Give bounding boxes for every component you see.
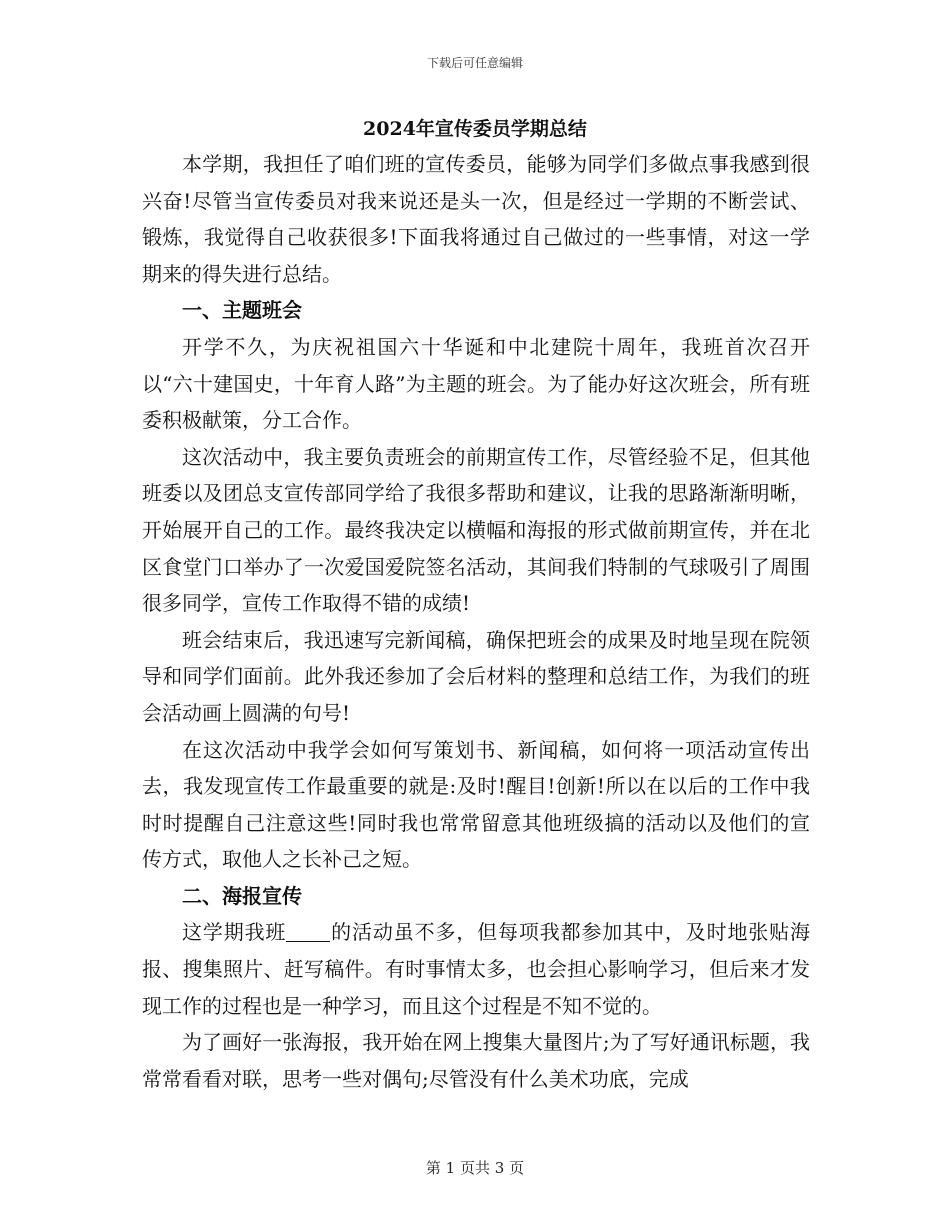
paragraph-theme-meeting-4: 在这次活动中我学会如何写策划书、新闻稿，如何将一项活动宣传出去，我发现宣传工作最重要的就是:及时!醒目!创新!所以在以后的工作中我时时提醒自己注意这些!同时我也常常留意其他班级搞的活动以及他们的宣传方式，取他人之长补己之短。 xyxy=(142,737,810,872)
paragraph-posters-1 xyxy=(142,914,810,1024)
document-title: 2024年宣传委员学期总结 xyxy=(363,118,587,140)
paragraph-posters-1-after: 的活动虽不多，但每项我都参加其中，及时地张贴海报、搜集照片、赶写稿件。有时事情太多，也会担心影响学习，但后来才发现工作的过程也是一种学习，而且这个过程是不知不觉的。 xyxy=(142,920,811,1018)
paragraph-posters-1-before: 这学期我班 xyxy=(182,920,287,945)
paragraph-intro: 本学期，我担任了咱们班的宣传委员，能够为同学们多做点事我感到很兴奋!尽管当宣传委员对我来说还是头一次，但是经过一学期的不断尝试、锻炼，我觉得自己收获很多!下面我将通过自己做过的一些事情，对这一学期来的得失进行总结。 xyxy=(142,152,810,286)
fill-in-blank xyxy=(286,921,330,942)
paragraph-theme-meeting-3: 班会结束后，我迅速写完新闻稿，确保把班会的成果及时地呈现在院领导和同学们面前。此外我还参加了会后材料的整理和总结工作，为我们的班会活动画上圆满的句号! xyxy=(142,627,810,725)
page-number: 第 1 页共 3 页 xyxy=(425,1159,525,1177)
paragraph-theme-meeting-1: 开学不久，为庆祝祖国六十华诞和中北建院十周年，我班首次召开以“六十建国史，十年育人路”为主题的班会。为了能办好这次班会，所有班委积极献策，分工合作。 xyxy=(142,334,810,433)
page-header-note: 下载后可任意编辑 xyxy=(426,56,523,70)
document-body xyxy=(142,146,810,1097)
paragraph-theme-meeting-2: 这次活动中，我主要负责班会的前期宣传工作，尽管经验不足，但其他班委以及团总支宣传部同学给了我很多帮助和建议，让我的思路渐渐明晰，开始展开自己的工作。最终我决定以横幅和海报的形式做前期宣传，并在北区食堂门口举办了一次爱国爱院签名活动，其间我们特制的气球吸引了周围很多同学，宣传工作取得不错的成绩! xyxy=(142,444,810,616)
section-heading-theme-meeting: 一、主题班会 xyxy=(182,298,302,323)
section-heading-posters: 二、海报宣传 xyxy=(182,883,302,908)
paragraph-posters-2: 为了画好一张海报，我开始在网上搜集大量图片;为了写好通讯标题，我常常看看对联，思考一些对偶句;尽管没有什么美术功底，完成 xyxy=(142,1030,810,1091)
